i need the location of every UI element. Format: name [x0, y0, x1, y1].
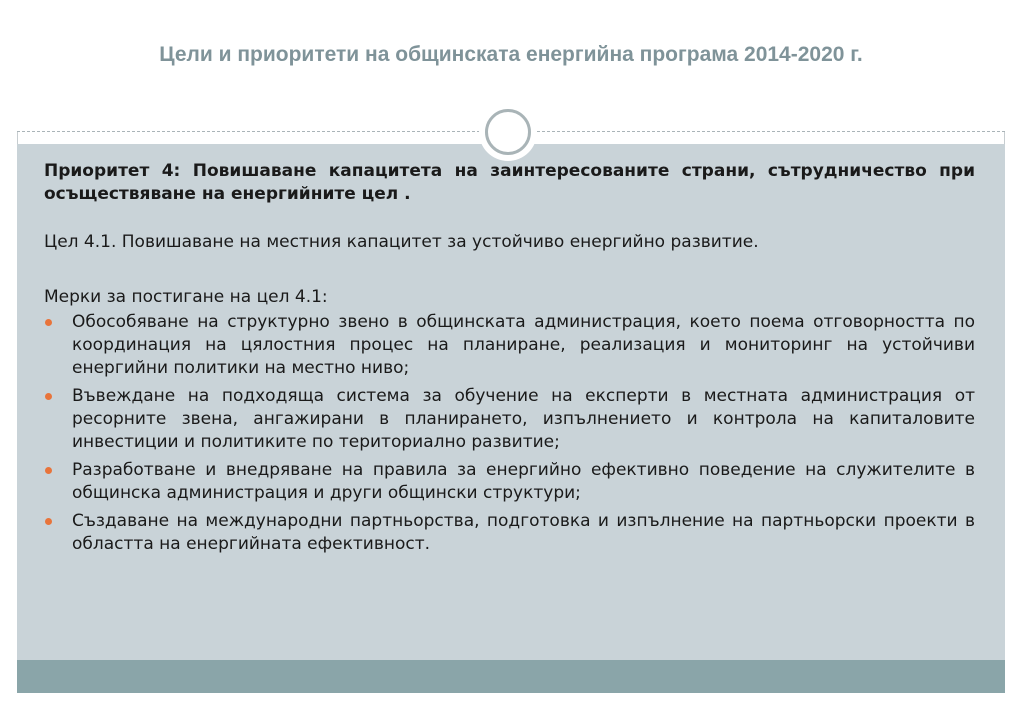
priority-heading: Приоритет 4: Повишаване капацитета на заинтересованите страни, сътрудничество при осъществяване на енергийните цел .: [44, 161, 975, 204]
list-item: [44, 459, 975, 505]
circle-ornament-icon: [479, 103, 537, 161]
footer-bar: [17, 660, 1005, 693]
list-item-text: Въвеждане на подходяща система за обучение на експерти в местната администрация от ресорните звена, ангажирани в планирането, изпълнението и контрола на капиталовите инвестиции и политиките по териториално развитие;: [72, 386, 975, 452]
bullet-icon: [45, 393, 52, 400]
list-item-text: Обособяване на структурно звено в общинската администрация, което поема отговорността по координация на цялостния процес на планиране, реализация и мониторинг на устойчиви енергийни политики на местно ниво;: [72, 312, 975, 378]
goal-text: Цел 4.1. Повишаване на местния капацитет за устойчиво енергийно развитие.: [44, 232, 759, 252]
measures-heading: Мерки за постигане на цел 4.1:: [44, 287, 328, 307]
list-item: [44, 311, 975, 380]
bullet-icon: [45, 518, 52, 525]
measures-list: [44, 311, 975, 556]
text-block: [44, 160, 975, 561]
list-item: [44, 385, 975, 454]
circle-ring-icon: [485, 109, 531, 155]
list-item-text: Разработване и внедряване на правила за енергийно ефективно поведение на служителите в общинска администрация и други общински структури;: [72, 460, 975, 503]
slide-title: Цели и приоритети на общинската енергийна програма 2014-2020 г.: [159, 43, 863, 66]
bullet-icon: [45, 467, 52, 474]
list-item-text: Създаване на международни партньорства, подготовка и изпълнение на партньорски проекти в областта на енергийната ефективност.: [72, 511, 975, 554]
list-item: [44, 510, 975, 556]
bullet-icon: [45, 319, 52, 326]
